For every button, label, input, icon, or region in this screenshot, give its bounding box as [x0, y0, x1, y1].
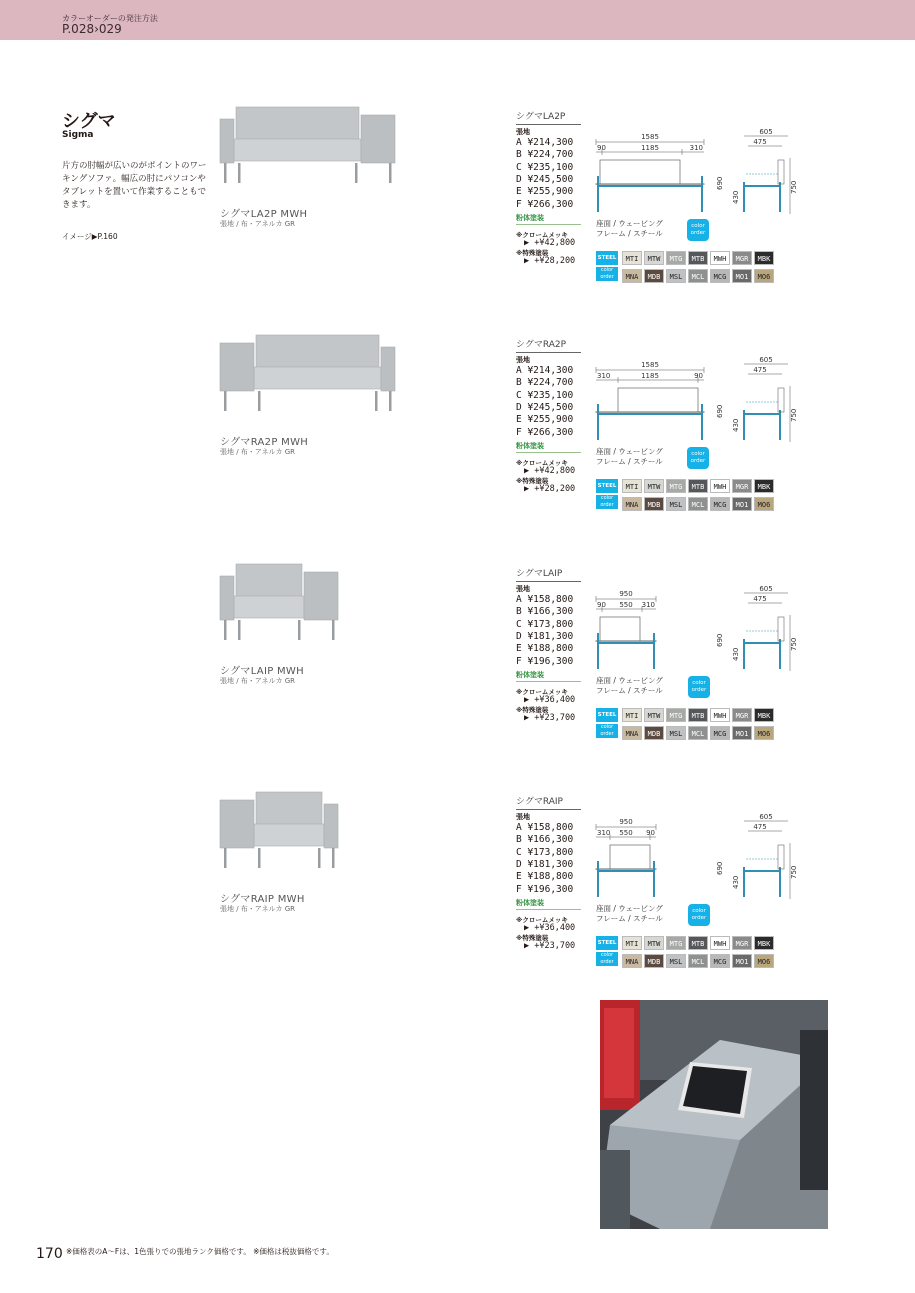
dim-total-width: 950 [619, 590, 633, 598]
product-name: シグマLA2P MWH [220, 209, 308, 220]
sofa-photo [220, 790, 338, 874]
color-swatch[interactable]: MCL [688, 269, 708, 283]
price-row: E ¥188,800 [516, 871, 574, 883]
page-number: 170 [36, 1246, 63, 1262]
color-swatch[interactable]: MCG [710, 497, 730, 511]
price-row: E ¥188,800 [516, 643, 574, 655]
color-swatch[interactable]: MCG [710, 726, 730, 740]
photo-illustration [600, 1000, 828, 1229]
color-swatch[interactable]: MCL [688, 497, 708, 511]
chrome-label: ※クロームメッキ [516, 916, 568, 924]
special-label: ※特殊塗装 [516, 477, 549, 485]
color-swatch[interactable]: MTW [644, 708, 664, 722]
product-subtitle: Sigma [62, 130, 94, 140]
color-swatch[interactable]: MTG [666, 479, 686, 493]
color-swatch[interactable]: MTG [666, 251, 686, 265]
color-swatch[interactable]: MGR [732, 251, 752, 265]
price-row: F ¥266,300 [516, 426, 574, 438]
dimension-diagram [596, 815, 796, 915]
color-swatch[interactable]: MTB [688, 251, 708, 265]
color-swatch[interactable]: MCL [688, 954, 708, 968]
model-name: シグマLA2P [516, 109, 581, 125]
color-swatch[interactable]: MWH [710, 479, 730, 493]
sofa-image [220, 562, 338, 642]
price-row: B ¥166,300 [516, 834, 574, 846]
color-swatch[interactable]: MDB [644, 269, 664, 283]
special-label: ※特殊塗装 [516, 934, 549, 942]
steel-label: STEEL [596, 251, 618, 265]
color-order-badge [688, 904, 710, 926]
color-swatch[interactable]: MDB [644, 497, 664, 511]
dim-arm-height: 690 [716, 861, 724, 875]
price-row: C ¥235,100 [516, 161, 574, 173]
product-title: シグマ [62, 111, 116, 132]
product-name: シグマRA2P MWH [220, 437, 309, 448]
color-swatch[interactable]: MCG [710, 269, 730, 283]
powder-coat-label: 粉体塗装 [516, 670, 581, 682]
dim-right: 310 [641, 601, 655, 609]
dim-seat-depth: 475 [753, 138, 767, 146]
chrome-label: ※クロームメッキ [516, 459, 568, 467]
material-frame: フレーム / スチール [596, 914, 663, 923]
dimension-diagram [596, 130, 796, 230]
dimension-diagram [596, 587, 796, 687]
color-swatch[interactable]: MGR [732, 479, 752, 493]
dim-left: 310 [597, 372, 611, 380]
product-fabric: 張地 / 布・アネルカ GR [220, 905, 296, 913]
color-swatch[interactable]: MNA [622, 726, 642, 740]
color-swatch[interactable]: MBK [754, 936, 774, 950]
color-order-label: color order [596, 724, 618, 738]
dim-depth: 605 [759, 813, 773, 821]
color-order-label: color order [596, 495, 618, 509]
color-swatch[interactable]: MSL [666, 497, 686, 511]
sofa-photo [220, 562, 338, 646]
material-seat: 座面 / ウェービング [596, 219, 663, 228]
price-row: C ¥173,800 [516, 618, 574, 630]
dim-total-height: 750 [790, 637, 798, 651]
dim-seat-depth: 475 [753, 595, 767, 603]
color-swatch[interactable]: MO6 [754, 954, 774, 968]
price-row: F ¥196,300 [516, 655, 574, 667]
product-description: 片方の肘幅が広いのがポイントのワーキングソファ。幅広の肘にパソコンやタブレットを置いて作業することもできます。 [62, 161, 207, 210]
color-swatch[interactable]: MTI [622, 251, 642, 265]
product-name: シグマLAIP MWH [220, 666, 304, 677]
dim-right: 90 [646, 829, 655, 837]
chrome-label: ※クロームメッキ [516, 231, 568, 239]
sofa-image [220, 105, 395, 185]
price-row: D ¥181,300 [516, 858, 574, 870]
dim-right: 90 [694, 372, 703, 380]
color-swatch[interactable]: MGR [732, 936, 752, 950]
color-swatch[interactable]: MTW [644, 479, 664, 493]
color-swatch[interactable]: MO6 [754, 726, 774, 740]
powder-coat-label: 粉体塗装 [516, 441, 581, 453]
price-row: C ¥173,800 [516, 846, 574, 858]
dim-arm-height: 690 [716, 176, 724, 190]
color-swatch[interactable]: MTB [688, 708, 708, 722]
fabric-label: 張地 [516, 585, 530, 593]
dim-middle: 550 [619, 601, 633, 609]
color-swatch[interactable]: MTG [666, 708, 686, 722]
material-seat: 座面 / ウェービング [596, 447, 663, 456]
material-frame: フレーム / スチール [596, 457, 663, 466]
price-row: F ¥266,300 [516, 198, 574, 210]
dim-right: 310 [689, 144, 703, 152]
model-name: シグマRA2P [516, 337, 581, 353]
color-swatch[interactable]: MWH [710, 708, 730, 722]
color-swatch[interactable]: MO1 [732, 726, 752, 740]
color-order-badge-text: color order [690, 223, 706, 236]
page-header [0, 0, 915, 40]
color-order-badge-text: color order [691, 680, 707, 693]
price-row: B ¥224,700 [516, 149, 574, 161]
dim-depth: 605 [759, 585, 773, 593]
dim-seat-height: 430 [732, 190, 740, 204]
color-swatch[interactable]: MTG [666, 936, 686, 950]
fabric-label: 張地 [516, 128, 530, 136]
price-row: A ¥158,800 [516, 822, 574, 833]
price-row: D ¥245,500 [516, 401, 574, 413]
dim-left: 310 [597, 829, 611, 837]
dim-total-height: 750 [790, 865, 798, 879]
price-row: A ¥214,300 [516, 365, 574, 376]
color-swatch[interactable]: MTI [622, 708, 642, 722]
dim-seat-depth: 475 [753, 366, 767, 374]
color-swatch[interactable]: MTB [688, 936, 708, 950]
dim-seat-height: 430 [732, 418, 740, 432]
color-swatch[interactable]: MO1 [732, 954, 752, 968]
sofa-photo [220, 105, 395, 189]
dim-total-height: 750 [790, 180, 798, 194]
material-frame: フレーム / スチール [596, 229, 663, 238]
color-swatch[interactable]: MNA [622, 269, 642, 283]
color-swatch[interactable]: MWH [710, 936, 730, 950]
material-seat: 座面 / ウェービング [596, 904, 663, 913]
footer-note: ※価格表のA～Fは、1色張りでの張地ランク価格です。 ※価格は税抜価格です。 [66, 1247, 334, 1256]
product-fabric: 張地 / 布・アネルカ GR [220, 220, 296, 228]
powder-coat-label: 粉体塗装 [516, 213, 581, 225]
chrome-price: ▶ +¥42,800 [524, 238, 576, 248]
product-name: シグマRAIP MWH [220, 894, 305, 905]
dimension-diagram [596, 358, 796, 458]
sofa-tablet-photo [600, 1000, 828, 1229]
color-swatch[interactable]: MSL [666, 726, 686, 740]
dim-seat-depth: 475 [753, 823, 767, 831]
color-swatch[interactable]: MO1 [732, 269, 752, 283]
color-order-label: color order [596, 952, 618, 966]
special-label: ※特殊塗装 [516, 249, 549, 257]
image-page-link[interactable]: イメージ▶P.160 [62, 232, 118, 241]
fabric-label: 張地 [516, 356, 530, 364]
color-swatch[interactable]: MTI [622, 936, 642, 950]
dim-arm-height: 690 [716, 404, 724, 418]
color-swatch[interactable]: MTW [644, 936, 664, 950]
price-row: C ¥235,100 [516, 389, 574, 401]
dim-arm-height: 690 [716, 633, 724, 647]
price-row: E ¥255,900 [516, 186, 574, 198]
dim-total-height: 750 [790, 408, 798, 422]
special-price: ▶ +¥28,200 [524, 484, 576, 494]
color-swatch[interactable]: MWH [710, 251, 730, 265]
color-order-badge [687, 447, 709, 469]
color-swatch[interactable]: MNA [622, 954, 642, 968]
chrome-price: ▶ +¥42,800 [524, 466, 576, 476]
color-swatch[interactable]: MBK [754, 708, 774, 722]
dim-seat-height: 430 [732, 647, 740, 661]
color-swatch[interactable]: MTW [644, 251, 664, 265]
color-swatch[interactable]: MDB [644, 726, 664, 740]
color-order-badge-text: color order [691, 908, 707, 921]
color-swatch[interactable]: MCL [688, 726, 708, 740]
material-seat: 座面 / ウェービング [596, 676, 663, 685]
color-swatch[interactable]: MBK [754, 479, 774, 493]
color-swatch[interactable]: MO6 [754, 269, 774, 283]
color-swatch[interactable]: MNA [622, 497, 642, 511]
header-page-ref: P.028›029 [62, 22, 122, 36]
price-row: B ¥166,300 [516, 606, 574, 618]
dim-left: 90 [597, 144, 606, 152]
product-fabric: 張地 / 布・アネルカ GR [220, 677, 296, 685]
price-row: F ¥196,300 [516, 883, 574, 895]
dim-total-width: 1585 [641, 361, 659, 369]
special-price: ▶ +¥28,200 [524, 256, 576, 266]
color-swatch[interactable]: MBK [754, 251, 774, 265]
steel-label: STEEL [596, 708, 618, 722]
color-order-badge-text: color order [690, 451, 706, 464]
sofa-image [220, 790, 338, 870]
special-price: ▶ +¥23,700 [524, 941, 576, 951]
dim-middle: 1185 [641, 144, 659, 152]
price-row: A ¥214,300 [516, 137, 574, 148]
color-order-label: color order [596, 267, 618, 281]
special-label: ※特殊塗装 [516, 706, 549, 714]
model-name: シグマLAIP [516, 566, 581, 582]
price-row: B ¥224,700 [516, 377, 574, 389]
dim-middle: 550 [619, 829, 633, 837]
product-fabric: 張地 / 布・アネルカ GR [220, 448, 296, 456]
color-swatch[interactable]: MCG [710, 954, 730, 968]
dim-middle: 1185 [641, 372, 659, 380]
dim-depth: 605 [759, 356, 773, 364]
header-section-title: カラーオーダーの発注方法 [62, 14, 158, 23]
color-swatch[interactable]: MSL [666, 269, 686, 283]
color-swatch[interactable]: MTB [688, 479, 708, 493]
color-order-badge [687, 219, 709, 241]
chrome-price: ▶ +¥36,400 [524, 923, 576, 933]
price-row: A ¥158,800 [516, 594, 574, 605]
steel-label: STEEL [596, 936, 618, 950]
color-swatch[interactable]: MSL [666, 954, 686, 968]
model-name: シグマRAIP [516, 794, 581, 810]
color-swatch[interactable]: MDB [644, 954, 664, 968]
dim-total-width: 950 [619, 818, 633, 826]
sofa-photo [220, 333, 395, 417]
color-swatch[interactable]: MO6 [754, 497, 774, 511]
steel-label: STEEL [596, 479, 618, 493]
color-swatch[interactable]: MGR [732, 708, 752, 722]
price-row: D ¥245,500 [516, 173, 574, 185]
color-swatch[interactable]: MO1 [732, 497, 752, 511]
powder-coat-label: 粉体塗装 [516, 898, 581, 910]
color-swatch[interactable]: MTI [622, 479, 642, 493]
chrome-price: ▶ +¥36,400 [524, 695, 576, 705]
color-order-badge [688, 676, 710, 698]
chrome-label: ※クロームメッキ [516, 688, 568, 696]
dim-total-width: 1585 [641, 133, 659, 141]
fabric-label: 張地 [516, 813, 530, 821]
price-row: D ¥181,300 [516, 630, 574, 642]
dim-seat-height: 430 [732, 875, 740, 889]
material-frame: フレーム / スチール [596, 686, 663, 695]
special-price: ▶ +¥23,700 [524, 713, 576, 723]
dim-left: 90 [597, 601, 606, 609]
dim-depth: 605 [759, 128, 773, 136]
sofa-image [220, 333, 395, 413]
price-row: E ¥255,900 [516, 414, 574, 426]
